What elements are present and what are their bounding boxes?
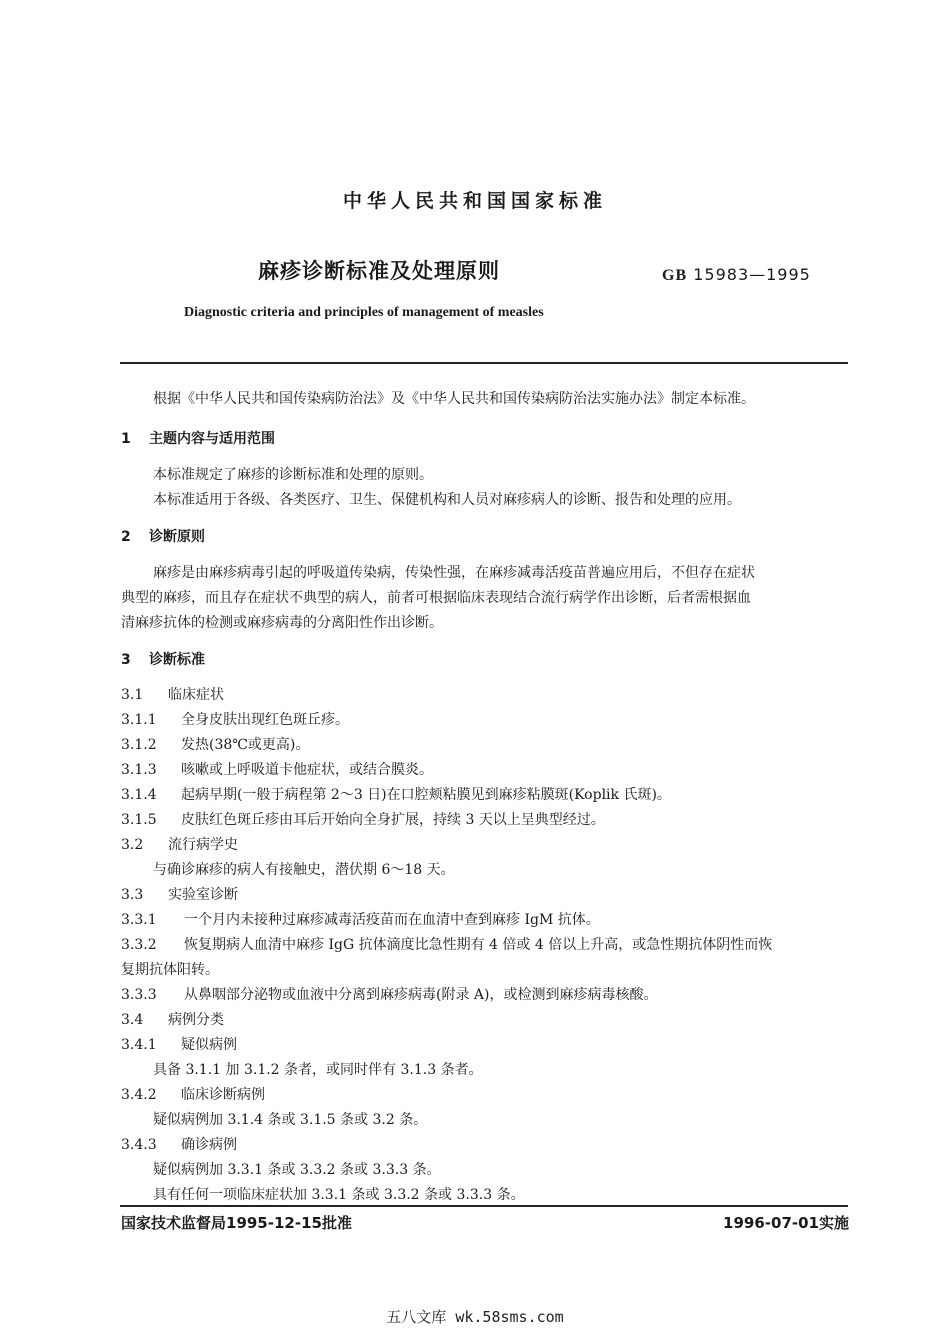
- section-2-title: 诊断原则: [149, 529, 205, 545]
- clause-text: 皮肤红色斑丘疹由耳后开始向全身扩展，持续 3 天以上呈典型经过。: [181, 812, 605, 828]
- clause-number: 3.1.1: [121, 712, 157, 728]
- effective-date: 1996-07-01实施: [723, 1214, 849, 1232]
- section-1-title: 主题内容与适用范围: [149, 431, 275, 447]
- clause-number: 3.3.3: [121, 987, 157, 1003]
- clause-paragraph: 具有任何一项临床症状加 3.3.1 条或 3.3.2 条或 3.3.3 条。: [153, 1187, 525, 1203]
- footer-rule: [120, 1205, 848, 1207]
- clause-paragraph: 疑似病例加 3.3.1 条或 3.3.2 条或 3.3.3 条。: [153, 1162, 441, 1178]
- code-number: 15983—1995: [693, 265, 811, 284]
- clause-number: 3.3: [121, 887, 144, 903]
- clause-number: 3.4.1: [121, 1037, 157, 1053]
- clause-text: 一个月内未接种过麻疹减毒活疫苗而在血清中查到麻疹 IgM 抗体。: [184, 912, 600, 928]
- document-title: 麻疹诊断标准及处理原则: [258, 259, 500, 283]
- section-2-line: 麻疹是由麻疹病毒引起的呼吸道传染病，传染性强，在麻疹减毒活疫苗普遍应用后，不但存在症状: [153, 565, 755, 581]
- section-2-number: 2: [121, 529, 131, 545]
- header-rule: [120, 362, 848, 364]
- clause-text: 从鼻咽部分泌物或血液中分离到麻疹病毒(附录 A)，或检测到麻疹病毒核酸。: [184, 987, 658, 1003]
- section-3-number: 3: [121, 652, 131, 668]
- clause-text: 咳嗽或上呼吸道卡他症状，或结合膜炎。: [181, 762, 433, 778]
- clause-number: 3.3.2: [121, 937, 157, 953]
- watermark: 五八文库 wk.58sms.com: [386, 1308, 564, 1326]
- clause-number: 3.1.2: [121, 737, 157, 753]
- clause-text: 疑似病例: [181, 1037, 237, 1053]
- clause-text: 确诊病例: [181, 1137, 237, 1153]
- section-1-paragraph: 本标准规定了麻疹的诊断标准和处理的原则。: [153, 467, 433, 483]
- clause-number: 3.3.1: [121, 912, 157, 928]
- clause-number: 3.1.5: [121, 812, 157, 828]
- code-prefix: GB: [662, 267, 688, 284]
- section-1-paragraph: 本标准适用于各级、各类医疗、卫生、保健机构和人员对麻疹病人的诊断、报告和处理的应用。: [153, 492, 741, 508]
- section-2-line: 清麻疹抗体的检测或麻疹病毒的分离阳性作出诊断。: [121, 615, 443, 631]
- clause-number: 3.1: [121, 687, 144, 703]
- clause-text: 起病早期(一般于病程第 2～3 日)在口腔颊粘膜见到麻疹粘膜斑(Koplik 氏斑)。: [181, 787, 671, 803]
- standard-code: [662, 265, 811, 285]
- clause-text: 流行病学史: [168, 837, 238, 853]
- clause-text: 实验室诊断: [168, 887, 238, 903]
- clause-paragraph: 与确诊麻疹的病人有接触史，潜伏期 6～18 天。: [153, 862, 455, 878]
- clause-text: 临床诊断病例: [181, 1087, 265, 1103]
- clause-text: 全身皮肤出现红色斑丘疹。: [181, 712, 349, 728]
- clause-text: 恢复期病人血清中麻疹 IgG 抗体滴度比急性期有 4 倍或 4 倍以上升高，或急性期抗体阴性而恢: [184, 937, 773, 953]
- clause-text-continued: 复期抗体阳转。: [121, 962, 219, 978]
- clause-text: 临床症状: [168, 687, 224, 703]
- section-1-number: 1: [121, 431, 131, 447]
- intro-paragraph: 根据《中华人民共和国传染病防治法》及《中华人民共和国传染病防治法实施办法》制定本标准。: [153, 391, 755, 407]
- clause-number: 3.4: [121, 1012, 144, 1028]
- clause-text: 发热(38℃或更高)。: [181, 737, 310, 753]
- clause-paragraph: 疑似病例加 3.1.4 条或 3.1.5 条或 3.2 条。: [153, 1112, 428, 1128]
- issuing-body: 中华人民共和国国家标准: [342, 190, 607, 212]
- clause-number: 3.2: [121, 837, 144, 853]
- clause-text: 病例分类: [168, 1012, 224, 1028]
- approval-date: 国家技术监督局1995-12-15批准: [121, 1214, 352, 1232]
- clause-number: 3.1.3: [121, 762, 157, 778]
- section-2-line: 典型的麻疹，而且存在症状不典型的病人，前者可根据临床表现结合流行病学作出诊断，后者需根据血: [121, 590, 751, 606]
- clause-number: 3.4.3: [121, 1137, 157, 1153]
- section-3-title: 诊断标准: [149, 652, 205, 668]
- english-title: Diagnostic criteria and principles of management of measles: [184, 305, 544, 320]
- clause-paragraph: 具备 3.1.1 加 3.1.2 条者，或同时伴有 3.1.3 条者。: [153, 1062, 483, 1078]
- clause-number: 3.4.2: [121, 1087, 157, 1103]
- clause-number: 3.1.4: [121, 787, 157, 803]
